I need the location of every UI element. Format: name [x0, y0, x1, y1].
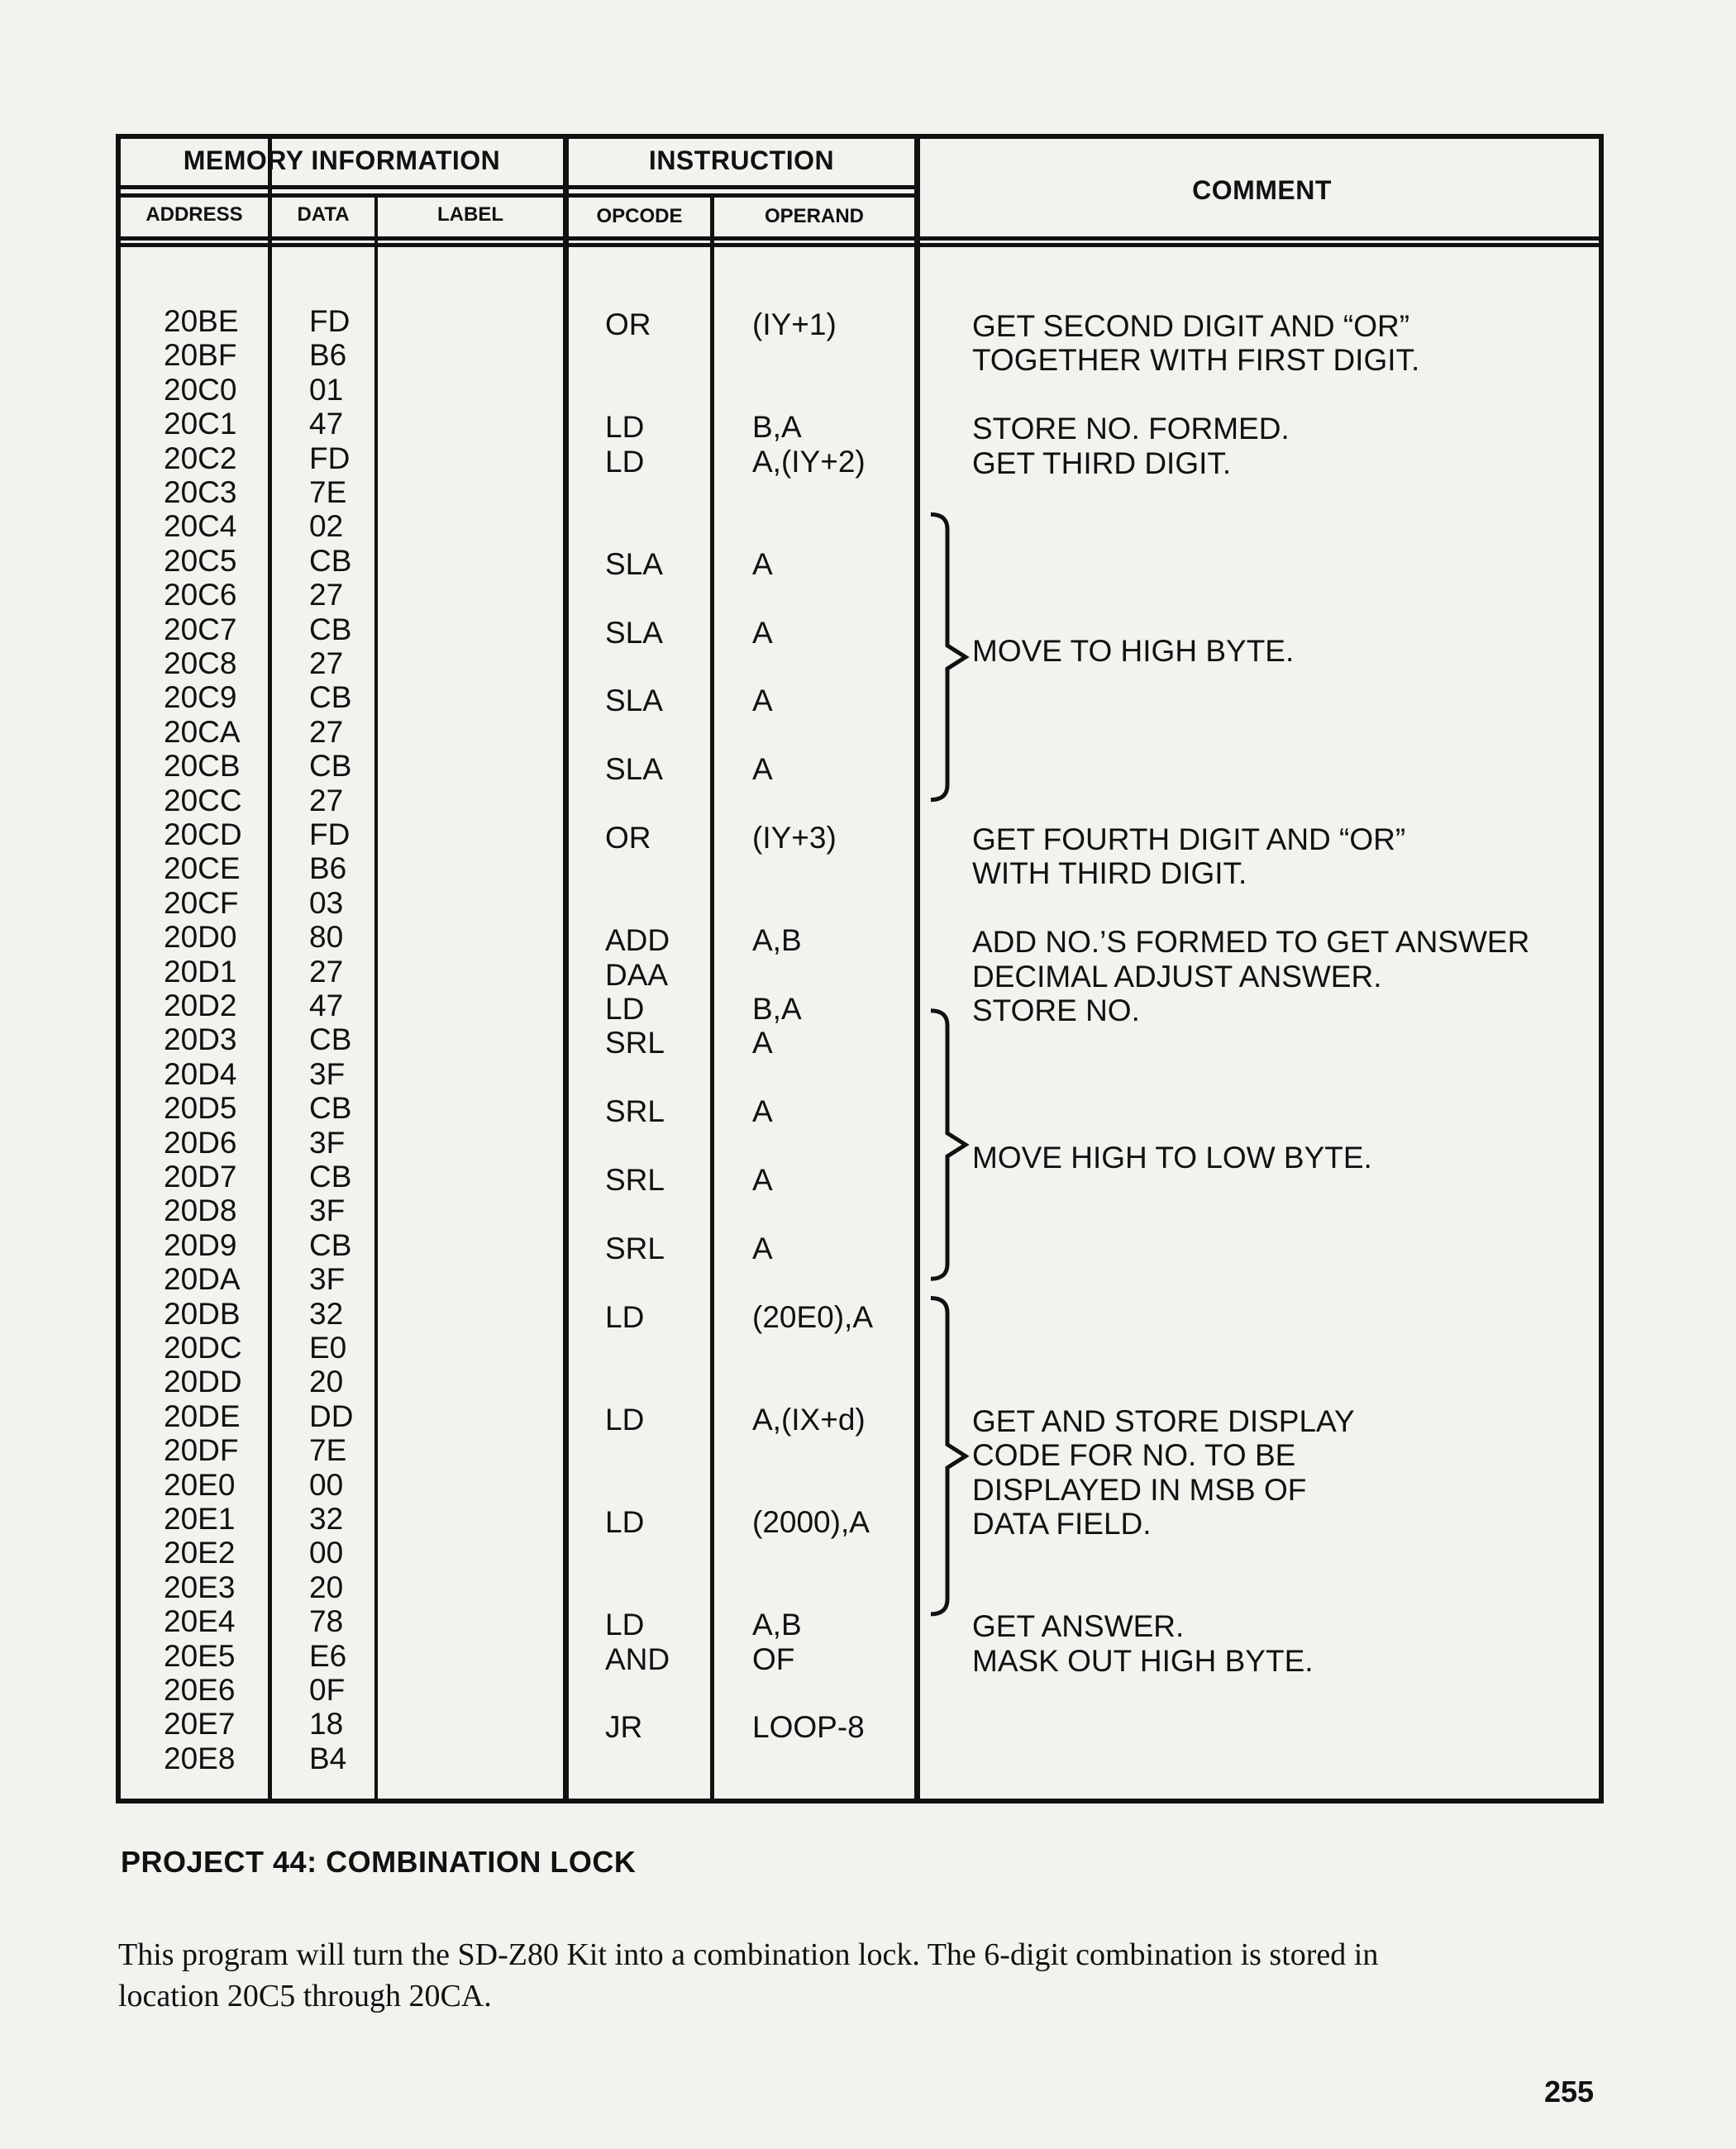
- data-cell: 20: [309, 1570, 344, 1604]
- address-cell: 20C3: [164, 475, 237, 509]
- operand-cell: A: [752, 1094, 773, 1129]
- opcode-cell: LD: [605, 1505, 645, 1539]
- comment-line: MASK OUT HIGH BYTE.: [972, 1643, 1314, 1678]
- operand-cell: OF: [752, 1642, 795, 1676]
- operand-cell: A: [752, 615, 773, 650]
- address-cell: 20C7: [164, 612, 237, 646]
- address-cell: 20CA: [164, 714, 241, 749]
- address-cell: 20E6: [164, 1673, 236, 1707]
- opcode-cell: SRL: [605, 1163, 665, 1197]
- data-cell: FD: [309, 817, 351, 851]
- data-cell: 00: [309, 1467, 344, 1502]
- comment-line: STORE NO.: [972, 993, 1140, 1027]
- address-cell: 20D4: [164, 1056, 237, 1091]
- program-listing-table: [116, 134, 1604, 1804]
- operand-cell: (20E0),A: [752, 1299, 874, 1334]
- comment-brace: [931, 1011, 966, 1279]
- data-header: DATA: [297, 203, 350, 226]
- address-cell: 20E2: [164, 1536, 236, 1570]
- operand-cell: A: [752, 1163, 773, 1197]
- comment-line: DISPLAYED IN MSB OF: [972, 1472, 1307, 1507]
- data-cell: 27: [309, 578, 344, 612]
- comment-line: CODE FOR NO. TO BE: [972, 1438, 1296, 1473]
- opcode-cell: SRL: [605, 1094, 665, 1129]
- address-cell: 20CC: [164, 783, 242, 817]
- opcode-cell: LD: [605, 1402, 645, 1437]
- comment-line: ADD NO.’S FORMED TO GET ANSWER: [972, 925, 1530, 960]
- address-cell: 20CE: [164, 851, 241, 886]
- address-cell: 20D3: [164, 1022, 237, 1057]
- opcode-cell: OR: [605, 821, 651, 855]
- operand-cell: (IY+1): [752, 307, 837, 341]
- data-cell: 80: [309, 920, 344, 955]
- address-cell: 20E8: [164, 1741, 236, 1775]
- comment-line: STORE NO. FORMED.: [972, 412, 1290, 446]
- comment-brace: [931, 1298, 966, 1613]
- address-cell: 20C9: [164, 680, 237, 715]
- comment-line: DATA FIELD.: [972, 1507, 1152, 1541]
- operand-cell: (IY+3): [752, 821, 837, 855]
- data-cell: 78: [309, 1604, 344, 1639]
- data-cell: CB: [309, 612, 352, 646]
- address-cell: 20E0: [164, 1467, 236, 1502]
- comment-line: GET THIRD DIGIT.: [972, 446, 1232, 480]
- opcode-cell: AND: [605, 1642, 670, 1676]
- data-cell: 00: [309, 1536, 344, 1570]
- opcode-cell: DAA: [605, 957, 669, 992]
- opcode-cell: SLA: [605, 752, 663, 787]
- address-cell: 20DD: [164, 1365, 242, 1399]
- address-cell: 20D0: [164, 920, 237, 955]
- address-cell: 20DE: [164, 1399, 241, 1433]
- data-cell: 20: [309, 1365, 344, 1399]
- data-cell: CB: [309, 1160, 352, 1194]
- address-cell: 20CF: [164, 885, 239, 920]
- comment-line: MOVE TO HIGH BYTE.: [972, 634, 1295, 669]
- operand-cell: A: [752, 546, 773, 581]
- opcode-cell: OR: [605, 307, 651, 341]
- opcode-cell: LD: [605, 410, 645, 445]
- data-cell: B4: [309, 1741, 347, 1775]
- data-cell: 47: [309, 407, 344, 441]
- data-cell: CB: [309, 1091, 352, 1126]
- opcode-cell: SRL: [605, 1231, 665, 1265]
- description-line-2: location 20C5 through 20CA.: [118, 1979, 492, 2013]
- data-cell: CB: [309, 680, 352, 715]
- address-cell: 20D8: [164, 1194, 237, 1228]
- comment-line: GET SECOND DIGIT AND “OR”: [972, 309, 1410, 343]
- data-cell: E6: [309, 1638, 347, 1673]
- operand-cell: A,(IX+d): [752, 1402, 866, 1437]
- address-cell: 20E3: [164, 1570, 236, 1604]
- comment-brace: [931, 514, 966, 799]
- operand-cell: A,B: [752, 923, 802, 958]
- description: [118, 1934, 1606, 2017]
- opcode-cell: SLA: [605, 546, 663, 581]
- address-cell: 20C0: [164, 372, 237, 407]
- data-cell: 3F: [309, 1125, 346, 1160]
- address-cell: 20C6: [164, 578, 237, 612]
- address-cell: 20C8: [164, 646, 237, 680]
- comment-line: GET FOURTH DIGIT AND “OR”: [972, 822, 1406, 856]
- brace-layer: [121, 139, 1600, 1800]
- opcode-cell: LD: [605, 992, 645, 1026]
- data-cell: 18: [309, 1707, 344, 1742]
- data-cell: CB: [309, 543, 352, 578]
- comment-line: MOVE HIGH TO LOW BYTE.: [972, 1141, 1372, 1175]
- data-cell: E0: [309, 1331, 347, 1365]
- address-cell: 20DB: [164, 1296, 241, 1331]
- operand-cell: A: [752, 684, 773, 718]
- data-cell: 47: [309, 989, 344, 1022]
- address-cell: 20BE: [164, 304, 239, 338]
- data-cell: 3F: [309, 1262, 346, 1297]
- address-cell: 20DC: [164, 1331, 242, 1365]
- address-cell: 20CD: [164, 817, 242, 851]
- address-cell: 20C5: [164, 543, 237, 578]
- data-cell: CB: [309, 749, 352, 784]
- operand-cell: LOOP-8: [752, 1710, 865, 1745]
- address-cell: 20E1: [164, 1502, 236, 1536]
- memory-information-header: MEMORY INFORMATION: [183, 145, 501, 175]
- data-cell: FD: [309, 441, 351, 475]
- opcode-cell: ADD: [605, 923, 670, 958]
- comment-line: WITH THIRD DIGIT.: [972, 856, 1247, 891]
- comment-line: TOGETHER WITH FIRST DIGIT.: [972, 343, 1420, 378]
- data-cell: 3F: [309, 1056, 346, 1091]
- operand-cell: A: [752, 1231, 773, 1265]
- address-cell: 20E5: [164, 1638, 236, 1673]
- data-cell: CB: [309, 1022, 352, 1057]
- data-cell: 32: [309, 1502, 344, 1536]
- address-cell: 20D6: [164, 1125, 237, 1160]
- opcode-cell: LD: [605, 1299, 645, 1334]
- data-cell: 27: [309, 954, 344, 989]
- data-cell: 27: [309, 783, 344, 817]
- project-title: PROJECT 44: COMBINATION LOCK: [121, 1845, 637, 1879]
- comment-line: GET AND STORE DISPLAY: [972, 1403, 1355, 1438]
- address-cell: 20D7: [164, 1160, 237, 1194]
- address-cell: 20CB: [164, 749, 241, 784]
- data-cell: FD: [309, 304, 351, 338]
- data-cell: 3F: [309, 1194, 346, 1228]
- data-cell: 0F: [309, 1673, 346, 1707]
- opcode-cell: SLA: [605, 684, 663, 718]
- data-cell: B6: [309, 851, 347, 886]
- comment-line: DECIMAL ADJUST ANSWER.: [972, 959, 1382, 993]
- address-cell: 20C1: [164, 407, 237, 441]
- data-cell: 01: [309, 372, 344, 407]
- instruction-header: INSTRUCTION: [648, 145, 835, 175]
- data-cell: 27: [309, 646, 344, 680]
- opcode-cell: SRL: [605, 1026, 665, 1060]
- operand-cell: A: [752, 752, 773, 787]
- data-cell: CB: [309, 1227, 352, 1262]
- address-cell: 20D9: [164, 1227, 237, 1262]
- data-cell: 7E: [309, 1433, 347, 1468]
- data-cell: B6: [309, 338, 347, 373]
- description-line-1: This program will turn the SD-Z80 Kit into a combination lock. The 6-digit combination is stored in: [118, 1937, 1379, 1972]
- opcode-cell: LD: [605, 444, 645, 479]
- comment-header: COMMENT: [1192, 175, 1332, 205]
- address-cell: 20D1: [164, 954, 237, 989]
- page-number: 255: [1544, 2075, 1595, 2108]
- operand-cell: A: [752, 1026, 773, 1060]
- operand-cell: A,B: [752, 1608, 802, 1642]
- address-cell: 20C4: [164, 509, 237, 544]
- address-cell: 20E4: [164, 1604, 236, 1639]
- label-header: LABEL: [437, 203, 503, 226]
- address-cell: 20BF: [164, 338, 237, 373]
- data-cell: 7E: [309, 475, 347, 509]
- operand-header: OPERAND: [764, 205, 864, 227]
- address-cell: 20DA: [164, 1262, 241, 1297]
- opcode-cell: LD: [605, 1608, 645, 1642]
- address-cell: 20D2: [164, 989, 237, 1022]
- data-cell: 27: [309, 714, 344, 749]
- operand-cell: (2000),A: [752, 1505, 870, 1539]
- opcode-cell: SLA: [605, 615, 663, 650]
- operand-cell: B,A: [752, 992, 802, 1026]
- operand-cell: A,(IY+2): [752, 444, 866, 479]
- address-cell: 20DF: [164, 1433, 239, 1468]
- data-cell: 32: [309, 1296, 344, 1331]
- address-cell: 20D5: [164, 1091, 237, 1126]
- operand-cell: B,A: [752, 410, 802, 445]
- opcode-cell: JR: [605, 1710, 643, 1745]
- comment-line: GET ANSWER.: [972, 1609, 1185, 1644]
- address-cell: 20E7: [164, 1707, 236, 1742]
- opcode-header: OPCODE: [596, 205, 683, 227]
- data-cell: DD: [309, 1399, 354, 1433]
- data-cell: 02: [309, 509, 344, 544]
- data-cell: 03: [309, 885, 344, 920]
- address-header: ADDRESS: [145, 203, 243, 226]
- address-cell: 20C2: [164, 441, 237, 475]
